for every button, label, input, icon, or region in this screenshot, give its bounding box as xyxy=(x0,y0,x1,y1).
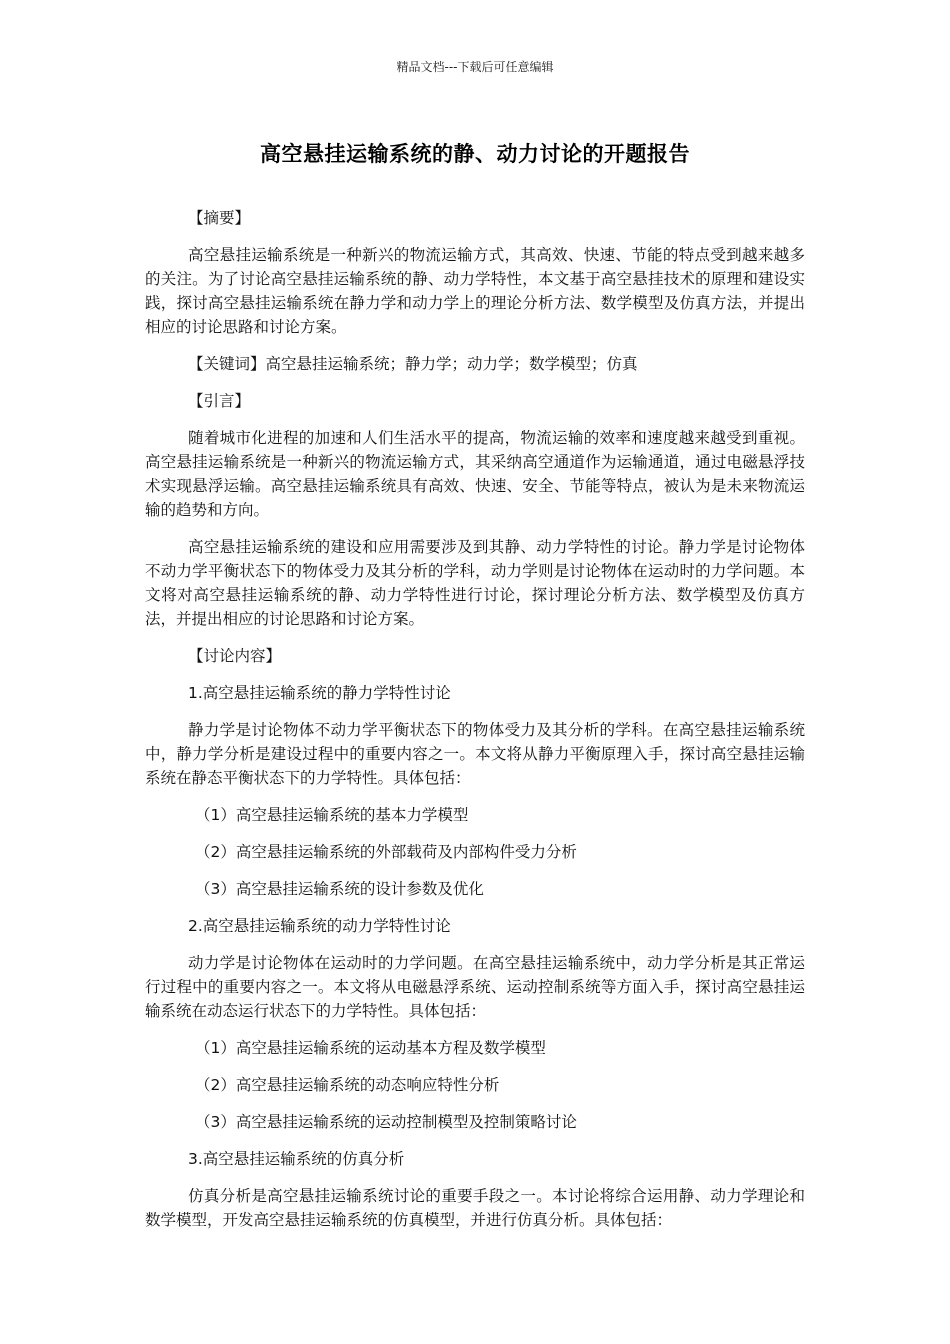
abstract-paragraph: 高空悬挂运输系统是一种新兴的物流运输方式，其高效、快速、节能的特点受到越来越多的关注。为了讨论高空悬挂运输系统的静、动力学特性，本文基于高空悬挂技术的原理和建设实践，探讨高空悬挂运输系统在静力学和动力学上的理论分析方法、数学模型及仿真方法，并提出相应的讨论思路和讨论方案。 xyxy=(145,246,805,336)
header-note: 精品文档---下载后可任意编辑 xyxy=(396,60,554,74)
section-1-item: （1）高空悬挂运输系统的基本力学模型 xyxy=(195,806,469,824)
section-1-item: （3）高空悬挂运输系统的设计参数及优化 xyxy=(195,880,484,898)
abstract-label: 【摘要】 xyxy=(188,209,251,227)
content-label: 【讨论内容】 xyxy=(188,647,282,665)
document-body xyxy=(145,206,805,1245)
intro-paragraph-1: 随着城市化进程的加速和人们生活水平的提高，物流运输的效率和速度越来越受到重视。高空悬挂运输系统是一种新兴的物流运输方式，其采纳高空通道作为运输通道，通过电磁悬浮技术实现悬浮运输。高空悬挂运输系统具有高效、快速、安全、节能等特点，被认为是未来物流运输的趋势和方向。 xyxy=(145,429,805,519)
intro-paragraph-2: 高空悬挂运输系统的建设和应用需要涉及到其静、动力学特性的讨论。静力学是讨论物体不动力学平衡状态下的物体受力及其分析的学科，动力学则是讨论物体在运动时的力学问题。本文将对高空悬挂运输系统的静、动力学特性进行讨论，探讨理论分析方法、数学模型及仿真方法，并提出相应的讨论思路和讨论方案。 xyxy=(145,538,805,628)
section-1-heading: 1.高空悬挂运输系统的静力学特性讨论 xyxy=(188,684,451,702)
page-title: 高空悬挂运输系统的静、动力讨论的开题报告 xyxy=(260,142,690,166)
section-2-paragraph: 动力学是讨论物体在运动时的力学问题。在高空悬挂运输系统中，动力学分析是其正常运行过程中的重要内容之一。本文将从电磁悬浮系统、运动控制系统等方面入手，探讨高空悬挂运输系统在动态运行状态下的力学特性。具体包括： xyxy=(145,954,805,1020)
section-1-paragraph: 静力学是讨论物体不动力学平衡状态下的物体受力及其分析的学科。在高空悬挂运输系统中，静力学分析是建设过程中的重要内容之一。本文将从静力平衡原理入手，探讨高空悬挂运输系统在静态平衡状态下的力学特性。具体包括： xyxy=(145,721,805,787)
section-2-item: （2）高空悬挂运输系统的动态响应特性分析 xyxy=(195,1076,500,1094)
section-2-item: （1）高空悬挂运输系统的运动基本方程及数学模型 xyxy=(195,1039,546,1057)
section-2-heading: 2.高空悬挂运输系统的动力学特性讨论 xyxy=(188,917,451,935)
intro-label: 【引言】 xyxy=(188,392,251,410)
section-2-item: （3）高空悬挂运输系统的运动控制模型及控制策略讨论 xyxy=(195,1113,577,1131)
keywords-line: 【关键词】高空悬挂运输系统；静力学；动力学；数学模型；仿真 xyxy=(188,355,638,373)
section-3-paragraph: 仿真分析是高空悬挂运输系统讨论的重要手段之一。本讨论将综合运用静、动力学理论和数学模型，开发高空悬挂运输系统的仿真模型，并进行仿真分析。具体包括： xyxy=(145,1187,805,1229)
section-3-heading: 3.高空悬挂运输系统的仿真分析 xyxy=(188,1150,405,1168)
section-1-item: （2）高空悬挂运输系统的外部载荷及内部构件受力分析 xyxy=(195,843,577,861)
